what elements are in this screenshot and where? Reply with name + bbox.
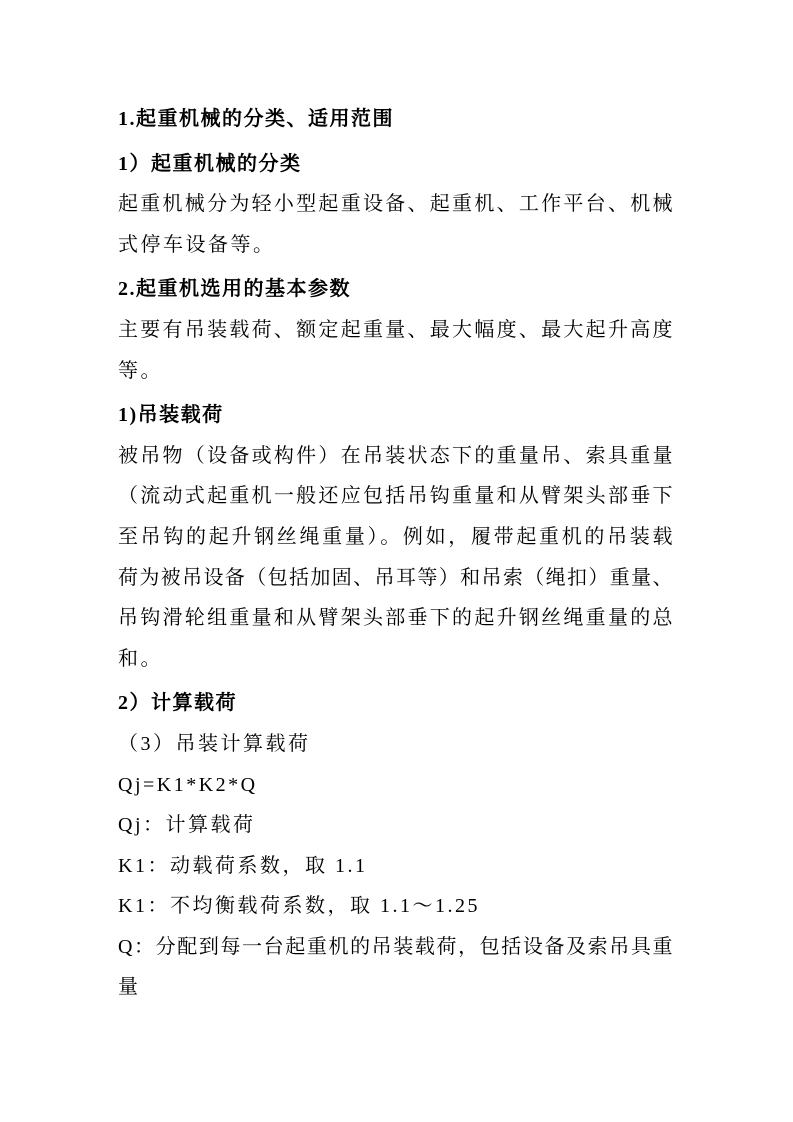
- heading-line: 1）起重机械的分类: [118, 152, 302, 175]
- body-line: K1：动载荷系数，取 1.1: [118, 854, 368, 877]
- body-line: （3）吊装计算载荷: [118, 732, 311, 755]
- heading-line: 1.起重机械的分类、适用范围: [118, 108, 394, 130]
- body-line: Qj=K1*K2*Q: [118, 773, 258, 796]
- body-line: 等。: [118, 359, 163, 382]
- body-line: 式停车设备等。: [118, 233, 276, 256]
- body-line: 至吊钩的起升钢丝绳重量）。例如，履带起重机的吊装载: [118, 525, 673, 548]
- body-line: 荷为被吊设备（包括加固、吊耳等）和吊索（绳扣）重量、: [118, 566, 673, 589]
- body-line: （流动式起重机一般还应包括吊钩重量和从臂架头部垂下: [118, 485, 673, 508]
- heading-line: 2.起重机选用的基本参数: [118, 278, 351, 301]
- body-line: Q：分配到每一台起重机的吊装载荷，包括设备及索吊具重: [118, 935, 673, 958]
- body-line: Qj：计算载荷: [118, 814, 256, 837]
- body-line: 起重机械分为轻小型起重设备、起重机、工作平台、机械: [118, 193, 673, 216]
- body-line: 量: [118, 976, 141, 999]
- body-line: 和。: [118, 647, 163, 670]
- body-line: K1：不均衡载荷系数，取 1.1～1.25: [118, 895, 480, 918]
- heading-line: 2）计算载荷: [118, 692, 237, 715]
- body-line: 被吊物（设备或构件）在吊装状态下的重量吊、索具重量: [118, 444, 673, 467]
- body-line: 主要有吊装载荷、额定起重量、最大幅度、最大起升高度: [118, 318, 673, 341]
- body-line: 吊钩滑轮组重量和从臂架头部垂下的起升钢丝绳重量的总: [118, 607, 673, 630]
- document-text-block: [118, 99, 673, 1008]
- heading-line: 1)吊装载荷: [118, 404, 224, 427]
